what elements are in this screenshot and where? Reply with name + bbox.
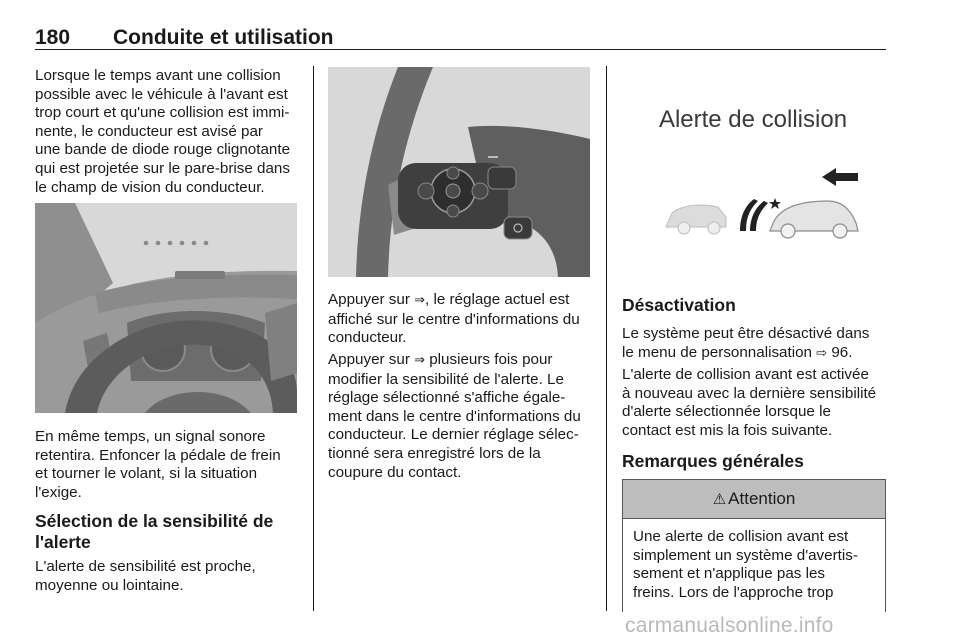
steering-wheel-controls-illustration — [328, 67, 590, 277]
section-heading-general-remarks: Remarques générales — [622, 451, 804, 471]
col2-paragraph-1 — [328, 291, 594, 348]
warning-header — [623, 480, 885, 519]
column-divider-1 — [313, 66, 314, 611]
col1-paragraph-2: En même temps, un signal sonore retentira. Enfoncer la pédale de frein et tourner le volant, si la situation l'exige. — [35, 428, 281, 501]
warning-title: Attention — [728, 489, 796, 508]
section-heading-sensitivity: Sélection de la sensibilité de l'alerte — [35, 511, 274, 552]
section-heading-deactivation: Désactivation — [622, 295, 736, 315]
collision-alert-button-icon: ⇒ — [414, 353, 426, 368]
warning-triangle-icon: ⚠ — [712, 491, 727, 508]
col3-paragraph-1-text: Le système peut être désactivé dans le menu de personnalisation — [622, 325, 870, 361]
page-reference-arrow-icon: ⇨ — [816, 345, 828, 361]
col2-paragraph-1-rest: , le réglage actuel est affiché sur le centre d'informations du conducteur. — [328, 291, 580, 347]
collision-alert-button-icon: ⇒ — [414, 293, 426, 308]
watermark: carmanualsonline.info — [625, 614, 834, 637]
warning-body: Une alerte de collision avant est simplement un système d'avertis- sement et n'applique pas les freins. Lors de l'approche trop — [633, 528, 858, 601]
page-number: 180 — [35, 26, 71, 49]
header-rule — [35, 49, 886, 50]
warning-box — [622, 479, 886, 612]
col2-paragraph-1-start: Appuyer sur — [328, 291, 415, 308]
page-reference-number[interactable]: 96. — [831, 343, 853, 361]
col1-paragraph-1: Lorsque le temps avant une collision possible avec le véhicule à l'avant est trop court et qu'une collision est immi- nente, le conducteur est avisé par une bande de diode rouge clignotante qui est projetée sur le pare-brise dans le champ de vision du conducteur. — [35, 67, 291, 196]
dashboard-illustration — [35, 203, 297, 413]
collision-alert-display-illustration — [622, 67, 884, 277]
col2-paragraph-2-start: Appuyer sur — [328, 351, 415, 368]
page-header — [35, 26, 885, 50]
col3-paragraph-2: L'alerte de collision avant est activée à nouveau avec la dernière sensibilité d'alerte sélectionnée lorsque le contact est mis la fois suivante. — [622, 366, 877, 439]
col2-paragraph-2-rest: plusieurs fois pour modifier la sensibilité de l'alerte. Le réglage sélectionné s'affiche égale- ment dans le centre d'informations du conducteur. Le dernier réglage sélec- tionné sera enregistré lors de la coupure du contact. — [328, 351, 581, 481]
column-divider-2 — [606, 66, 607, 611]
col2-paragraph-2 — [328, 351, 594, 482]
figure-title: Alerte de collision — [658, 106, 848, 133]
page-title: Conduite et utilisation — [113, 26, 334, 49]
col3-paragraph-1 — [622, 325, 888, 363]
col1-paragraph-3: L'alerte de sensibilité est proche, moyenne ou lointaine. — [35, 558, 256, 594]
